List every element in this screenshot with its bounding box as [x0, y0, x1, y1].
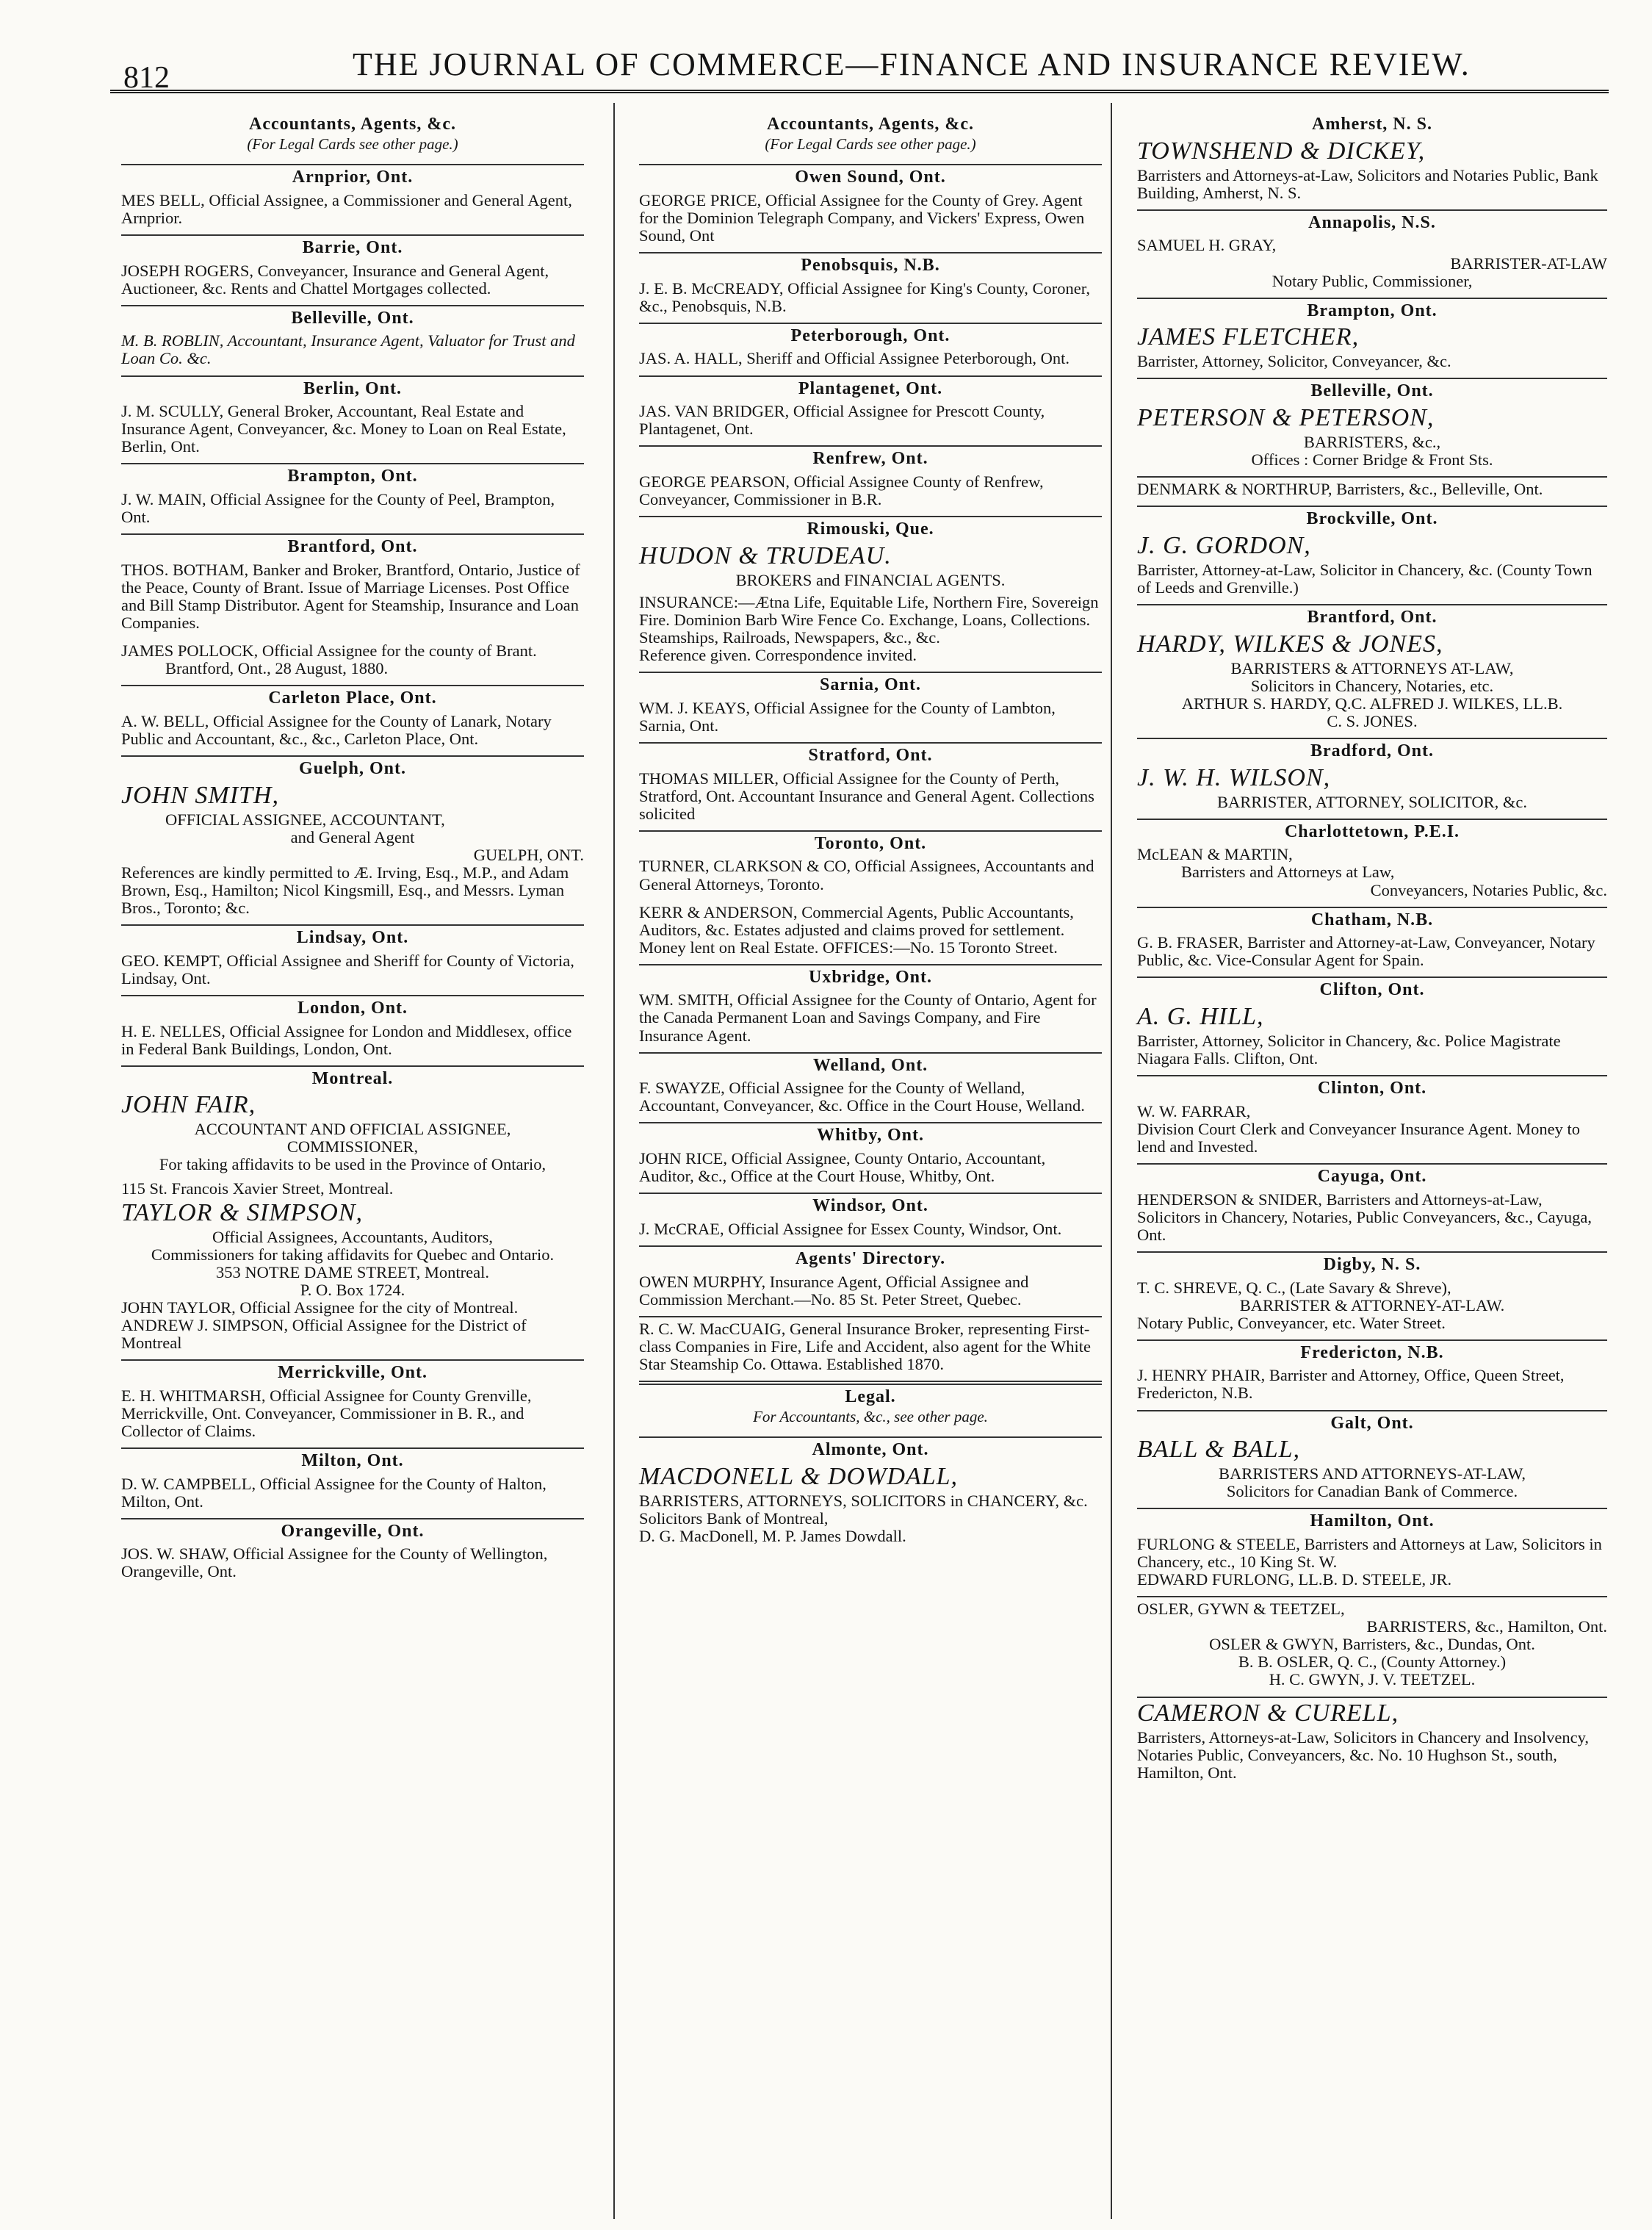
listing-text: Official Assignees, Accountants, Auditors, [212, 1227, 494, 1246]
listing-text: JAS. VAN BRIDGER, Official Assignee for Prescott County, Plantagenet, Ont. [639, 402, 1045, 439]
listing-name: HUDON & TRUDEAU. [639, 542, 892, 569]
town-heading: Orangeville, Ont. [281, 1521, 425, 1541]
listing [1137, 510, 1607, 605]
town-heading: Barrie, Ont. [302, 237, 403, 257]
listing [1137, 214, 1607, 299]
listing [121, 760, 584, 926]
listing-name: JAMES FLETCHER, [1137, 323, 1360, 351]
listing-text: J. HENRY PHAIR, Barrister and Attorney, Office, Queen Street, Fredericton, N.B. [1137, 1366, 1565, 1403]
listing [121, 999, 584, 1067]
listing [1137, 382, 1607, 478]
listing-text: J. McCRAE, Official Assignee for Essex County, Windsor, Ont. [639, 1219, 1062, 1238]
town-heading: Brockville, Ont. [1306, 509, 1438, 529]
listing-text: Offices : Corner Bridge & Front Sts. [1251, 450, 1493, 470]
listing-text: A. W. BELL, Official Assignee for the County of Lanark, Notary Public and Accountant, &c., &c., Carleton Place, Ont. [121, 711, 552, 748]
listing [1137, 1168, 1607, 1253]
listing-text: OFFICIAL ASSIGNEE, ACCOUNTANT, [165, 810, 445, 829]
town-heading: Annapolis, N.S. [1308, 212, 1436, 232]
listing-text: ACCOUNTANT AND OFFICIAL ASSIGNEE, [194, 1120, 511, 1139]
listing-text: Barrister, Attorney, Solicitor, Conveyancer, &c. [1137, 352, 1451, 371]
listing-text: BARRISTERS AND ATTORNEYS-AT-LAW, [1218, 1464, 1526, 1483]
listing-text: OWEN MURPHY, Insurance Agent, Official Assignee and Commission Merchant.—No. 85 St. Peter Street, Quebec. [639, 1272, 1029, 1309]
town-heading: Sarnia, Ont. [819, 675, 922, 695]
listing [639, 450, 1102, 517]
town-heading: Galt, Ont. [1330, 1413, 1414, 1433]
listing [121, 380, 584, 465]
town-heading: Penobsquis, N.B. [801, 256, 940, 275]
listing-text: TURNER, CLARKSON & CO, Official Assignees, Accountants and General Attorneys, Toronto. [639, 857, 1094, 893]
listing-text: GEO. KEMPT, Official Assignee and Sheriff for County of Victoria, Lindsay, Ont. [121, 951, 574, 988]
listing-text: P. O. Box 1724. [300, 1280, 405, 1299]
listing [121, 309, 584, 377]
listing-text: BARRISTERS, &c., Hamilton, Ont. [1366, 1617, 1607, 1636]
listing-text: THOS. BOTHAM, Banker and Broker, Brantford, Ontario, Justice of the Peace, County of Brant. Issue of Marriage Licenses. Post Office and Bill Stamp Distributor. Agent for Steamship, Insurance and Loan Companies. [121, 560, 580, 633]
town-heading: Rimouski, Que. [807, 519, 934, 539]
listing-text: Barrister, Attorney-at-Law, Solicitor in Chancery, &c. (County Town of Leeds and Grenville.) [1137, 560, 1593, 597]
town-heading: Fredericton, N.B. [1300, 1342, 1444, 1362]
listing [1137, 302, 1607, 380]
listing-text: MES BELL, Official Assignee, a Commissioner and General Agent, Arnprior. [121, 190, 572, 227]
page-title: THE JOURNAL OF COMMERCE—FINANCE AND INSURANCE REVIEW. [353, 46, 1471, 82]
listing [639, 1320, 1102, 1385]
town-heading: Montreal. [311, 1068, 394, 1088]
column-3 [1137, 110, 1607, 1782]
listing [1137, 981, 1607, 1076]
listing-text: 115 St. Francois Xavier Street, Montreal. [121, 1179, 394, 1198]
listing [121, 1522, 584, 1581]
section-note: (For Legal Cards see other page.) [765, 134, 976, 153]
listing [1137, 1079, 1607, 1165]
listing-text: SAMUEL H. GRAY, [1137, 236, 1277, 255]
listing-text: 353 NOTRE DAME STREET, Montreal. [215, 1262, 490, 1281]
section-note: (For Legal Cards see other page.) [247, 134, 458, 153]
listing-text: BARRISTER & ATTORNEY-AT-LAW. [1239, 1295, 1505, 1314]
listing [121, 168, 584, 236]
listing-text: Commissioners for taking affidavits for Quebec and Ontario. [151, 1245, 555, 1264]
column-divider [613, 103, 615, 2219]
listing [639, 1057, 1102, 1124]
listing-text: GUELPH, ONT. [473, 845, 584, 864]
town-heading: Toronto, Ont. [814, 833, 927, 853]
listing-text: T. C. SHREVE, Q. C., (Late Savary & Shreve), [1137, 1278, 1451, 1297]
town-heading: Brantford, Ont. [1307, 608, 1438, 627]
listing-name: TAYLOR & SIMPSON, [121, 1198, 364, 1226]
listing-text: Barristers and Attorneys at Law, [1181, 863, 1395, 882]
listing-text: References are kindly permitted to Æ. Irving, Esq., M.P., and Adam Brown, Esq., Hamilton; Nicol Kingsmill, Esq., and Messrs. Lyman Bros., Toronto; &c. [121, 863, 569, 918]
listing [121, 538, 584, 686]
town-heading: Bradford, Ont. [1310, 741, 1434, 760]
column-1 [121, 110, 584, 1580]
listing [639, 168, 1102, 253]
listing-text: BARRISTERS & ATTORNEYS AT-LAW, [1230, 658, 1514, 677]
listing [639, 747, 1102, 832]
header-rule [110, 90, 1609, 93]
listing-text: Division Court Clerk and Conveyancer Insurance Agent. Money to lend and Invested. [1137, 1119, 1580, 1156]
listing [121, 1452, 584, 1519]
listing [121, 1198, 584, 1361]
town-heading: London, Ont. [297, 998, 408, 1018]
town-heading: Chatham, N.B. [1310, 910, 1434, 929]
listing-text: D. G. MacDonell, M. P. James Dowdall. [639, 1526, 906, 1545]
town-heading: Charlottetown, P.E.I. [1284, 821, 1460, 841]
town-heading: Almonte, Ont. [812, 1440, 929, 1460]
listing [639, 1250, 1102, 1317]
listing-date: Brantford, Ont., 28 August, 1880. [165, 659, 389, 678]
listing [1137, 115, 1607, 211]
listing-text: DENMARK & NORTHRUP, Barristers, &c., Belleville, Ont. [1137, 480, 1543, 499]
column-2 [639, 110, 1102, 1545]
listing-name: A. G. HILL, [1137, 1003, 1264, 1031]
listing [121, 239, 584, 306]
listing-text: BARRISTERS, ATTORNEYS, SOLICITORS in CHANCERY, &c. Solicitors Bank of Montreal, [639, 1491, 1088, 1528]
town-heading: Digby, N. S. [1323, 1254, 1421, 1274]
town-heading: Berlin, Ont. [303, 378, 402, 398]
listing-text: J. W. MAIN, Official Assignee for the County of Peel, Brampton, Ont. [121, 490, 555, 527]
listing-text: For taking affidavits to be used in the Province of Ontario, [159, 1155, 547, 1174]
listing [1137, 742, 1607, 820]
listing-name: BALL & BALL, [1137, 1436, 1301, 1464]
listing [121, 1070, 584, 1198]
town-heading: Belleville, Ont. [1310, 381, 1434, 401]
listing [639, 256, 1102, 324]
town-heading: Arnprior, Ont. [292, 168, 414, 187]
listing-text: JOSEPH ROGERS, Conveyancer, Insurance and General Agent, Auctioneer, &c. Rents and Chattel Mortgages collected. [121, 261, 549, 298]
listing-text: Barristers, Attorneys-at-Law, Solicitors in Chancery and Insolvency, Notaries Public, Conveyancers, &c. No. 10 Hughson St., south, Hamilton, Ont. [1137, 1727, 1590, 1782]
listing [639, 1126, 1102, 1194]
listing-text: W. W. FARRAR, [1137, 1101, 1251, 1121]
listing-text: J. E. B. McCREADY, Official Assignee for King's County, Coroner, &c., Penobsquis, N.B. [639, 278, 1090, 315]
town-heading: Whitby, Ont. [816, 1126, 925, 1145]
listing-text: E. H. WHITMARSH, Official Assignee for County Grenville, Merrickville, Ont. Conveyancer, Commissioner in B. R., and Collector of Claims. [121, 1386, 532, 1440]
listing-text: Solicitors in Chancery, Notaries, etc. [1250, 676, 1494, 695]
town-heading: Renfrew, Ont. [812, 449, 928, 469]
town-heading: Clifton, Ont. [1319, 980, 1425, 1000]
listing [1137, 481, 1607, 507]
listing [1137, 1344, 1607, 1411]
town-heading: Owen Sound, Ont. [795, 168, 946, 187]
town-heading: Lindsay, Ont. [296, 928, 409, 948]
listing [639, 327, 1102, 377]
listing-text: H. C. GWYN, J. V. TEETZEL. [1269, 1670, 1476, 1689]
town-heading: Belleville, Ont. [291, 308, 414, 328]
listing-text: WM. J. KEAYS, Official Assignee for the County of Lambton, Sarnia, Ont. [639, 698, 1056, 735]
listing-text: G. B. FRASER, Barrister and Attorney-at-Law, Conveyancer, Notary Public, &c. Vice-Consular Agent for Spain. [1137, 933, 1595, 970]
listing-text: Notary Public, Conveyancer, etc. Water Street. [1137, 1313, 1446, 1332]
town-heading: Plantagenet, Ont. [798, 378, 943, 398]
listing [1137, 1701, 1607, 1782]
listing-text: JOS. W. SHAW, Official Assignee for the County of Wellington, Orangeville, Ont. [121, 1544, 548, 1581]
page-header [110, 38, 1609, 104]
listing [639, 835, 1102, 965]
listing-text: BARRISTER, ATTORNEY, SOLICITOR, &c. [1217, 792, 1527, 811]
listing-text: R. C. W. MacCUAIG, General Insurance Broker, representing First-class Companies in Fire, Life and Accident, also agent for the White Star Steamship Co. Ottawa. Established 1870. [639, 1319, 1092, 1373]
town-heading: Welland, Ont. [812, 1055, 928, 1075]
listing-text: H. E. NELLES, Official Assignee for London and Middlesex, office in Federal Bank Buildings, London, Ont. [121, 1021, 572, 1058]
listing-name: MACDONELL & DOWDALL, [639, 1462, 959, 1490]
listing-text: BROKERS and FINANCIAL AGENTS. [735, 570, 1006, 589]
listing [1137, 608, 1607, 739]
listing-name: TOWNSHEND & DICKEY, [1137, 137, 1426, 165]
section-heading: Legal. [845, 1386, 896, 1406]
listing-text: FURLONG & STEELE, Barristers and Attorneys at Law, Solicitors in Chancery, etc., 10 King St. W. [1137, 1535, 1602, 1572]
town-heading: Merrickville, Ont. [278, 1363, 428, 1383]
listing-text: JAMES POLLOCK, Official Assignee for the county of Brant. [121, 641, 537, 661]
listing-text: COMMISSIONER, [286, 1137, 419, 1157]
listing-text: HENDERSON & SNIDER, Barristers and Attorneys-at-Law, Solicitors in Chancery, Notaries, Public Conveyancers, &c., Cayuga, Ont. [1137, 1190, 1593, 1244]
town-heading: Agents' Directory. [795, 1248, 946, 1268]
town-heading: Brampton, Ont. [1307, 301, 1438, 320]
town-heading: Carleton Place, Ont. [268, 688, 437, 708]
listing-text: GEORGE PRICE, Official Assignee for the County of Grey. Agent for the Dominion Telegraph Company, and Vickers' Express, Owen Sound, Ont [639, 190, 1085, 245]
listing-text: THOMAS MILLER, Official Assignee for the County of Perth, Stratford, Ont. Accountant Insurance and General Agent. Collections solicited [639, 769, 1094, 823]
listing-text: BARRISTERS, &c., [1303, 433, 1441, 452]
listing-text: BARRISTER-AT-LAW [1450, 253, 1607, 273]
listing-text: M. B. ROBLIN, Accountant, Insurance Agent, Valuator for Trust and Loan Co. &c. [121, 331, 575, 368]
listing-text: Notary Public, Commissioner, [1272, 271, 1473, 290]
town-heading: Guelph, Ont. [298, 759, 407, 779]
section-heading: Accountants, Agents, &c. [249, 115, 456, 134]
listing [639, 676, 1102, 744]
listing-name: J. W. H. WILSON, [1137, 763, 1331, 791]
section-heading: Accountants, Agents, &c. [767, 115, 974, 134]
listing-text: INSURANCE:—Ætna Life, Equitable Life, Northern Fire, Sovereign Fire. Dominion Barb Wire Fence Co. Exchange, Loans, Collections. Steamships, Railroads, Newspapers, &c., &c. [639, 592, 1099, 647]
listing [1137, 1414, 1607, 1510]
listing-name: JOHN SMITH, [121, 781, 279, 809]
listing-text: ARTHUR S. HARDY, Q.C. ALFRED J. WILKES, LL.B. [1181, 694, 1563, 713]
listing [1137, 1256, 1607, 1341]
listing-text: B. B. OSLER, Q. C., (County Attorney.) [1238, 1652, 1507, 1672]
listing-text: D. W. CAMPBELL, Official Assignee for the County of Halton, Milton, Ont. [121, 1474, 547, 1511]
listing [639, 520, 1102, 673]
listing [639, 380, 1102, 447]
listing-name: JOHN FAIR, [121, 1091, 256, 1119]
listing-text: Reference given. Correspondence invited. [639, 646, 917, 665]
listing-text: OSLER & GWYN, Barristers, &c., Dundas, Ont. [1209, 1635, 1535, 1654]
section-note: For Accountants, &c., see other page. [753, 1407, 988, 1425]
listing-text: KERR & ANDERSON, Commercial Agents, Public Accountants, Auditors, &c. Estates adjusted and claims proved for settlement. Money lent on Real Estate. OFFICES:—No. 15 Toronto Street. [639, 902, 1074, 957]
town-heading: Stratford, Ont. [808, 745, 933, 765]
listing [639, 968, 1102, 1054]
column-divider [1111, 103, 1112, 2219]
listing [1137, 1600, 1607, 1697]
listing-text: C. S. JONES. [1327, 711, 1418, 730]
town-heading: Uxbridge, Ont. [808, 967, 932, 987]
town-heading: Amherst, N. S. [1312, 115, 1432, 134]
listing-text: Conveyancers, Notaries Public, &c. [1370, 880, 1607, 899]
listing-name: HARDY, WILKES & JONES, [1137, 630, 1443, 658]
listing [121, 929, 584, 996]
listing-text: WM. SMITH, Official Assignee for the County of Ontario, Agent for the Canada Permanent Loan and Savings Company, and Fire Insurance Agent. [639, 990, 1097, 1045]
listing-text: GEORGE PEARSON, Official Assignee County of Renfrew, Conveyancer, Commissioner in B.R. [639, 472, 1044, 509]
town-heading: Brantford, Ont. [287, 537, 418, 557]
listing-text: J. M. SCULLY, General Broker, Accountant, Real Estate and Insurance Agent, Conveyancer, &c. Money to Loan on Real Estate, Berlin, Ont. [121, 402, 566, 456]
listing-text: JOHN TAYLOR, Official Assignee for the city of Montreal. ANDREW J. SIMPSON, Official Assignee for the District of Montreal [121, 1298, 527, 1352]
town-heading: Cayuga, Ont. [1317, 1167, 1427, 1187]
listing-name: J. G. GORDON, [1137, 531, 1311, 559]
listing-text: OSLER, GYWN & TEETZEL, [1137, 1600, 1345, 1619]
listing-text: EDWARD FURLONG, LL.B. D. STEELE, JR. [1137, 1570, 1452, 1589]
listing-text: and General Agent [290, 827, 415, 846]
town-heading: Clinton, Ont. [1317, 1079, 1427, 1098]
listing-text: Solicitors for Canadian Bank of Commerce. [1226, 1482, 1518, 1501]
listing [1137, 911, 1607, 979]
town-heading: Hamilton, Ont. [1310, 1511, 1435, 1531]
listing [121, 1364, 584, 1449]
listing-text: Barrister, Attorney, Solicitor in Chancery, &c. Police Magistrate Niagara Falls. Clifton, Ont. [1137, 1032, 1561, 1068]
listing [639, 1197, 1102, 1247]
town-heading: Windsor, Ont. [812, 1196, 928, 1216]
town-heading: Milton, Ont. [301, 1450, 404, 1470]
listing-name: CAMERON & CURELL, [1137, 1699, 1399, 1727]
page-number: 812 [123, 61, 170, 95]
listing-text: JOHN RICE, Official Assignee, County Ontario, Accountant, Auditor, &c., Office at the Court House, Whitby, Ont. [639, 1149, 1046, 1186]
listing-name: PETERSON & PETERSON, [1137, 404, 1435, 432]
listing-text: JAS. A. HALL, Sheriff and Official Assignee Peterborough, Ont. [639, 349, 1070, 368]
listing [1137, 1512, 1607, 1597]
listing [639, 1441, 1102, 1545]
listing-text: F. SWAYZE, Official Assignee for the County of Welland, Accountant, Conveyancer, &c. Office in the Court House, Welland. [639, 1079, 1085, 1115]
listing-text: McLEAN & MARTIN, [1137, 845, 1293, 864]
listing [121, 467, 584, 535]
listing-text: Barristers and Attorneys-at-Law, Solicitors and Notaries Public, Bank Building, Amherst, N. S. [1137, 165, 1598, 202]
listing [121, 689, 584, 757]
town-heading: Peterborough, Ont. [790, 325, 951, 345]
listing [1137, 823, 1607, 908]
listing [639, 1388, 1102, 1438]
town-heading: Brampton, Ont. [287, 467, 418, 486]
